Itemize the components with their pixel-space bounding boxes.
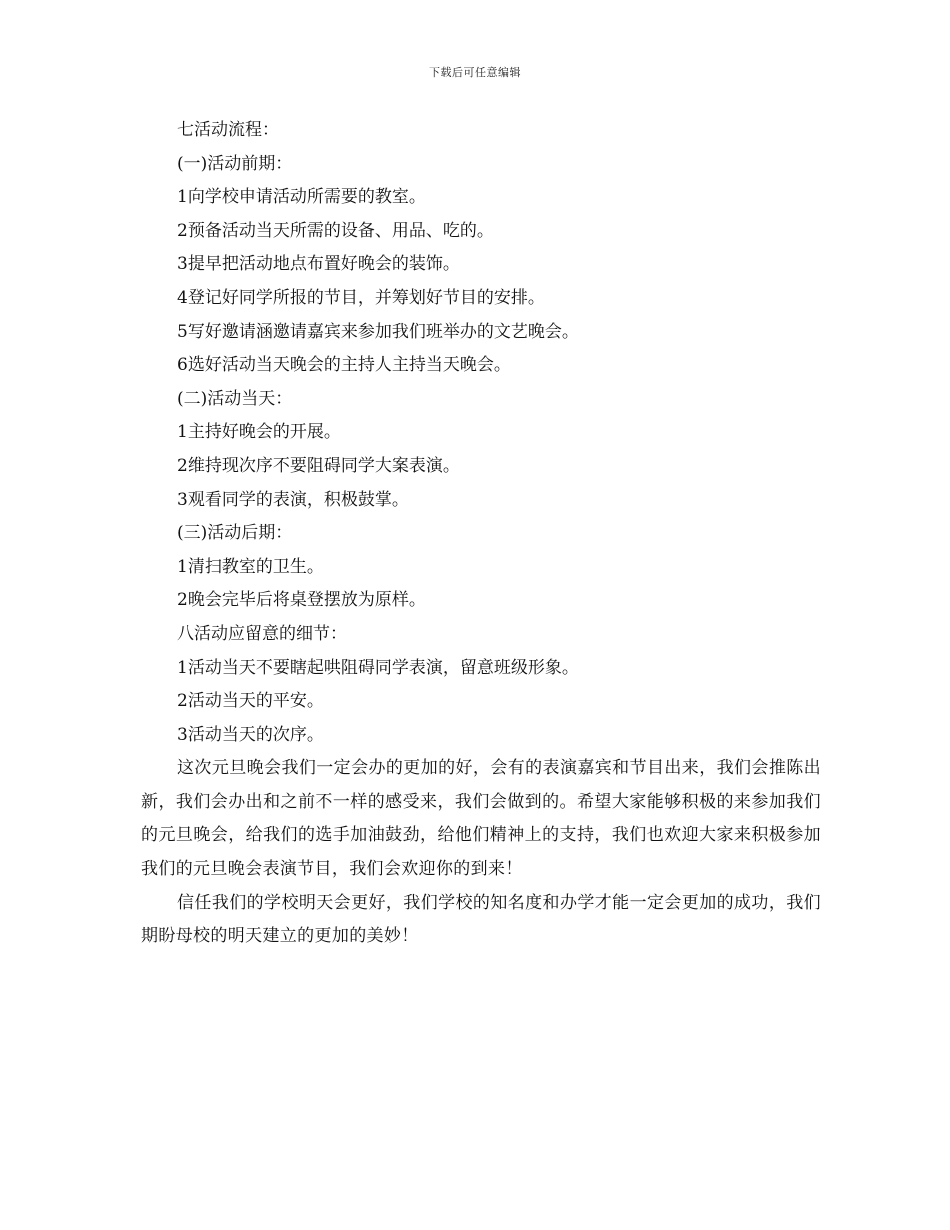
list-item: 4登记好同学所报的节目，并筹划好节目的安排。 xyxy=(177,287,545,308)
list-item: 1向学校申请活动所需要的教室。 xyxy=(177,187,426,208)
page-header: 下载后可任意编辑 xyxy=(429,66,521,79)
list-item: 3活动当天的次序。 xyxy=(177,724,324,745)
list-item: 1活动当天不要瞎起哄阻碍同学表演，留意班级形象。 xyxy=(177,657,579,678)
list-item: 5写好邀请涵邀请嘉宾来参加我们班举办的文艺晚会。 xyxy=(177,321,579,342)
list-item: 2维持现次序不要阻碍同学大案表演。 xyxy=(177,455,460,476)
body-paragraph: 信任我们的学校明天会更好，我们学校的知名度和办学才能一定会更加的成功，我们期盼母校的明天建立的更加的美妙！ xyxy=(141,892,821,947)
list-item: 2晚会完毕后将桌登摆放为原样。 xyxy=(177,590,426,611)
list-item: 2预备活动当天所需的设备、用品、吃的。 xyxy=(177,220,494,241)
list-item: 1清扫教室的卫生。 xyxy=(177,556,324,577)
list-item: 2活动当天的平安。 xyxy=(177,691,324,712)
list-item: 3观看同学的表演，积极鼓掌。 xyxy=(177,489,409,510)
list-item: 3提早把活动地点布置好晚会的装饰。 xyxy=(177,254,460,275)
list-item: 6选好活动当天晚会的主持人主持当天晚会。 xyxy=(177,355,511,376)
subsection-heading: (二)活动当天： xyxy=(177,388,293,409)
subsection-heading: (一)活动前期： xyxy=(177,153,293,174)
section-heading: 八活动应留意的细节： xyxy=(177,623,347,644)
subsection-heading: (三)活动后期： xyxy=(177,523,293,544)
body-paragraph: 这次元旦晚会我们一定会办的更加的好，会有的表演嘉宾和节目出来，我们会推陈出新，我们会办出和之前不一样的感受来，我们会做到的。希望大家能够积极的来参加我们的元旦晚会，给我们的选手加油鼓劲，给他们精神上的支持，我们也欢迎大家来积极参加我们的元旦晚会表演节目，我们会欢迎你的到来！ xyxy=(141,758,821,880)
document-body xyxy=(141,114,821,954)
section-heading: 七活动流程： xyxy=(177,120,279,140)
list-item: 1主持好晚会的开展。 xyxy=(177,422,341,443)
